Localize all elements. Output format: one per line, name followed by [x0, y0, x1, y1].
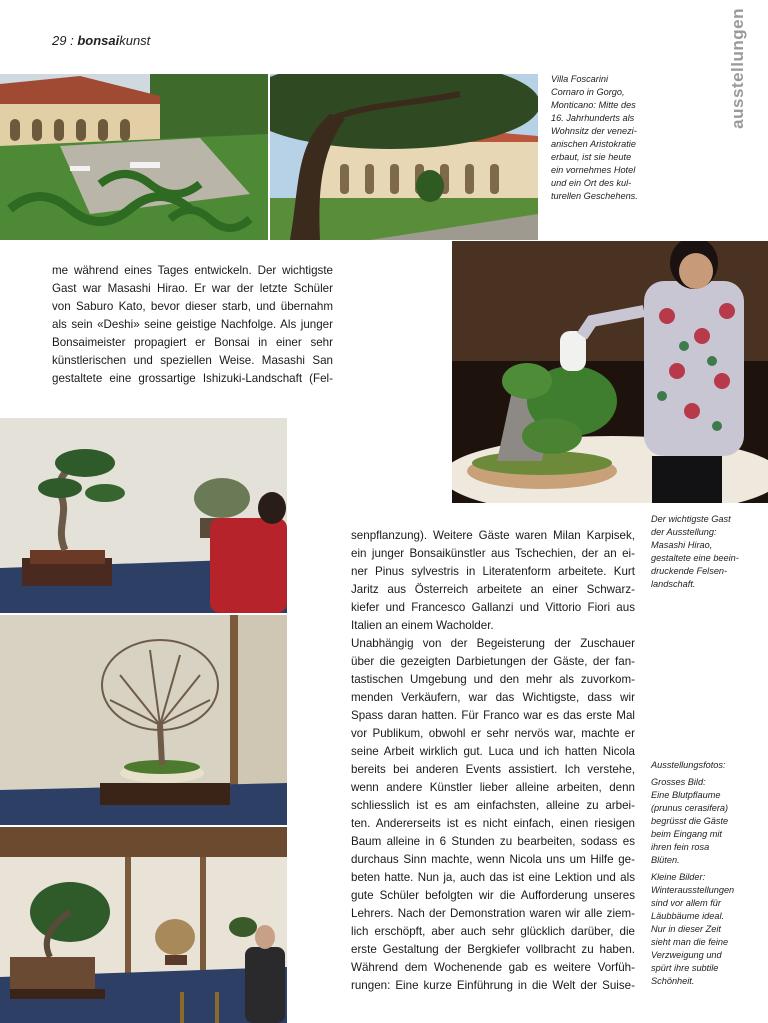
caption-line: gestaltete eine beein-	[651, 553, 739, 563]
caption-line: Masashi Hirao,	[651, 540, 713, 550]
article-line: senpflanzung). Weitere Gäste waren Milan Karpisek,	[351, 529, 635, 542]
section-tab	[718, 8, 758, 128]
caption-line: Grosses Bild:	[651, 777, 706, 787]
article-line: künstlerischen und speziellen Weise. Masashi San	[52, 354, 333, 367]
section-tab-label: ausstellungen	[728, 8, 747, 129]
caption-line: Villa Foscarini	[551, 74, 609, 84]
article-line: Während dem Wochenende gab es weitere Vorfüh-	[351, 961, 635, 974]
article-line: durchaus Sinn machte, wenn Nicola uns um Hilfe ge-	[351, 853, 635, 866]
caption-line: Winterausstellungen	[651, 885, 735, 895]
article-line: schliesslich ist es am einfachsten, alleine zu arbei-	[351, 799, 635, 812]
article-line: ner Pinus sylvestris in Literatenform arbeitete. Kurt	[351, 565, 635, 578]
article-line: erste Gestaltung der Bergkiefer vollbracht zu haben.	[351, 943, 635, 956]
deciduous-bonsai-photo	[0, 615, 287, 825]
article-line: ten. Andererseits ist es nicht einfach, einen riesigen	[351, 817, 635, 830]
caption-line: spürt ihre subtile	[651, 963, 719, 973]
villa-tree-photo	[270, 74, 538, 240]
article-line: Gast war Masashi Hirao. Er war der letzte Schüler	[52, 282, 333, 295]
caption-line: erbaut, ist sie heute	[551, 152, 632, 162]
article-text-top	[52, 262, 333, 388]
article-line: bereits bei anderen Events assistiert. Ich verstehe,	[351, 763, 635, 776]
brand-bold: bonsai	[77, 33, 120, 48]
caption-line: Schönheit.	[651, 976, 695, 986]
article-line: seine Arbeit wirklich gut. Luca und ich hatten Nicola	[351, 745, 635, 758]
article-line: gute Schüler befolgten wir die Aufforderung unseres	[351, 889, 635, 902]
article-line: me während eines Tages entwickeln. Der wichtigste	[52, 264, 333, 277]
article-line: tastischen Umgebung und den mehr als zuvorkom-	[351, 673, 635, 686]
caption-line: Kleine Bilder:	[651, 872, 706, 882]
villa-caption	[551, 73, 691, 203]
article-line: Jaritz aus Österreich arbeitete an einer Schwarz-	[351, 583, 635, 596]
caption-line: turellen Geschehens.	[551, 191, 638, 201]
caption-line: Läubbäume ideal.	[651, 911, 725, 921]
article-line: rungen: Eine kurze Einführung in die Welt der Suise-	[351, 979, 635, 992]
villa-garden-photo	[0, 74, 268, 240]
caption-line: der Ausstellung:	[651, 527, 717, 537]
caption-line: sind vor allem für	[651, 898, 721, 908]
caption-line: druckende Felsen-	[651, 566, 728, 576]
caption-line: Der wichtigste Gast	[651, 514, 731, 524]
caption-line: Verzweigung und	[651, 950, 722, 960]
article-line: beten hatte. Nun ja, auch das ist eine Lektion und als	[351, 871, 635, 884]
article-line: ein junger Bonsaikünstler aus Tschechien, der an ei-	[351, 547, 635, 560]
article-line: Baum alleine in 6 Stunden zu bearbeiten, sodass es	[351, 835, 635, 848]
caption-title: Ausstellungsfotos:	[651, 760, 726, 770]
caption-line: Cornaro in Gorgo,	[551, 87, 625, 97]
masashi-hirao-photo	[452, 241, 768, 503]
caption-line: ihren fein rosa	[651, 842, 710, 852]
caption-line: anischen Aristokratie	[551, 139, 636, 149]
caption-line: 16. Jahrhunderts als	[551, 113, 635, 123]
exhibition-hall-photo	[0, 827, 287, 1023]
hirao-caption	[651, 513, 766, 591]
running-header	[52, 33, 150, 48]
caption-line: Eine Blutpflaume	[651, 790, 721, 800]
article-line: Lehrers. Nach der Demonstration waren wir alle ziem-	[351, 907, 635, 920]
pine-bonsai-photo	[0, 418, 287, 613]
article-line: gestaltete eine grossartige Ishizuki-Landschaft (Fel-	[52, 372, 333, 385]
caption-line: landschaft.	[651, 579, 696, 589]
caption-line: (prunus cerasifera)	[651, 803, 729, 813]
article-text-bottom	[351, 527, 635, 995]
caption-line: Wohnsitz der venezi-	[551, 126, 637, 136]
page-number: 29	[52, 33, 67, 48]
caption-line: Nur in dieser Zeit	[651, 924, 721, 934]
brand-italic: kunst	[119, 33, 151, 48]
article-line: lich erschöpft, aber auch sehr glücklich darüber, die	[351, 925, 635, 938]
article-line: über die gezeigten Darbietungen der Gäste, der fan-	[351, 655, 635, 668]
header-separator: :	[66, 33, 78, 48]
caption-line: beim Eingang mit	[651, 829, 722, 839]
article-line: menden Verkäufern, war das Wichtigste, dass wir	[351, 691, 635, 704]
article-line: Bonsaimeister propagiert er Bonsai in einer sehr	[52, 336, 333, 349]
caption-line: begrüsst die Gäste	[651, 816, 729, 826]
article-line: Spass daran hatten. Für Franco war es das erste Mal	[351, 709, 635, 722]
caption-line: Monticano: Mitte des	[551, 100, 636, 110]
caption-line: ein vornehmes Hotel	[551, 165, 636, 175]
article-line: wenn andere Künstler lieber alleine arbeiten, denn	[351, 781, 635, 794]
article-line: vor Publikum, obwohl er sehr nervös war, machte er	[351, 727, 635, 740]
caption-line: sieht man die feine	[651, 937, 729, 947]
article-line: Unabhängig von der Begeisterung der Zuschauer	[351, 637, 635, 650]
article-line: kiefer und Francesco Gallanzi und Vittorio Fiori aus	[351, 601, 635, 614]
article-line: von Saburo Kato, bevor dieser starb, und übernahm	[52, 300, 333, 313]
article-line: als sein «Deshi» seine geistige Nachfolge. Als junger	[52, 318, 333, 331]
caption-line: Blüten.	[651, 855, 680, 865]
article-line: Italien an einem Wacholder.	[351, 619, 494, 632]
caption-line: und ein Ort des kul-	[551, 178, 632, 188]
exhibition-caption	[651, 759, 766, 988]
